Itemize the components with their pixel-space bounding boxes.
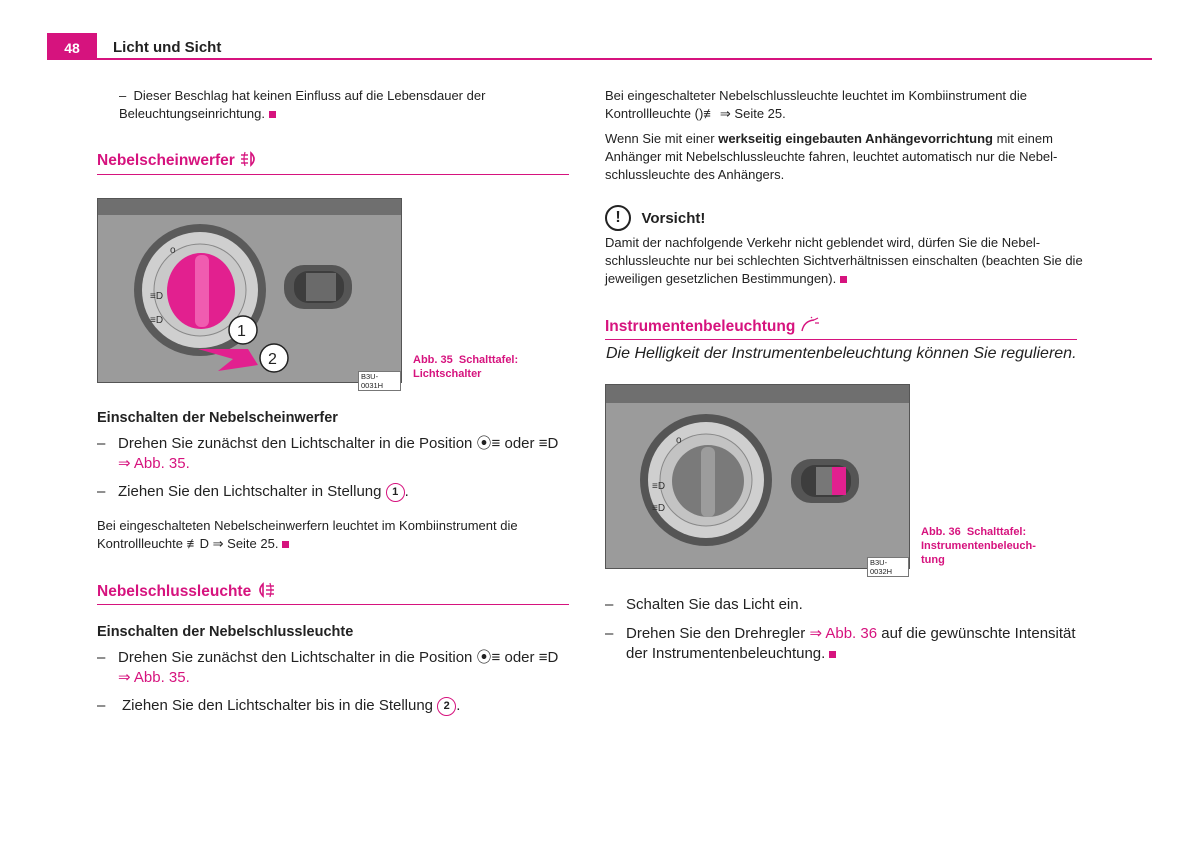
caption-line2: Instrumentenbeleuch-	[921, 540, 1036, 552]
paragraph	[97, 517, 567, 553]
step-text: auf die gewünschte Intensität	[881, 625, 1076, 642]
para-line2: Kontrollleuchte	[97, 536, 183, 551]
para-bold: werkseitig eingebauten Anhängevorrichtung	[718, 131, 993, 146]
step-text: Drehen Sie zunächst den Lichtschalter in die Position	[118, 435, 473, 452]
caption-line3: tung	[921, 554, 945, 566]
para-text: mit einem	[996, 131, 1053, 146]
section-rule	[97, 174, 569, 175]
figure-link[interactable]: ⇒ Abb. 35.	[118, 455, 190, 472]
end-square	[829, 651, 836, 658]
figure-36	[605, 384, 910, 576]
figure-link[interactable]: ⇒ Abb. 36	[809, 625, 878, 642]
chapter-title: Licht und Sicht	[113, 39, 222, 56]
dash: –	[97, 483, 106, 500]
subheading-fog-on: Einschalten der Nebelscheinwerfer	[97, 410, 338, 426]
para-line3: schlussleuchte des Anhängers.	[605, 167, 785, 182]
low-beam-icon: ⦿≡	[476, 435, 501, 452]
page-number: 48	[47, 33, 97, 60]
caution-line2: schlussleuchte nur bei schlechten Sichtverhältnissen einschalten (beachten Sie die	[605, 253, 1083, 268]
figure-code: B3U-0032H	[867, 557, 909, 577]
caution-icon: !	[605, 205, 631, 231]
step-oder: oder	[504, 435, 535, 452]
end-square	[840, 276, 847, 283]
instrument-dimmer-illustration	[606, 385, 909, 568]
callout-1: 1	[237, 323, 246, 340]
caution-line3: jeweiligen gesetzlichen Bestimmungen).	[605, 271, 837, 286]
para-line1: Bei eingeschalteten Nebelscheinwerfern leuchtet im Kombiinstrument die	[97, 518, 518, 533]
caption-line1: Schalttafel:	[966, 526, 1027, 538]
para-text: Wenn Sie mit einer	[605, 131, 715, 146]
dash: –	[97, 697, 106, 714]
section-title-fog-lights	[97, 151, 259, 170]
figure-36-caption	[921, 525, 1036, 567]
svg-text:o: o	[676, 435, 682, 446]
section-title-instrument-lighting	[605, 317, 820, 336]
caution-text	[605, 234, 1085, 288]
caption-number: Abb. 35	[413, 354, 453, 366]
figure-35	[97, 198, 402, 390]
subheading-rear-fog-on: Einschalten der Nebelschlussleuchte	[97, 624, 354, 640]
step-text: Ziehen Sie den Lichtschalter in Stellung	[118, 483, 382, 500]
svg-text:≡D: ≡D	[150, 315, 164, 326]
end-square	[269, 111, 276, 118]
para-line2: Anhänger mit Nebelschlussleuchte fahren, leuchtet automatisch nur die Nebel-	[605, 149, 1058, 164]
section-rule	[605, 339, 1077, 340]
list-item	[97, 434, 567, 476]
dash: –	[119, 88, 127, 103]
svg-text:≡D: ≡D	[652, 503, 666, 514]
headlight-icon: ≡D	[538, 435, 559, 452]
fog-light-icon	[239, 151, 259, 167]
list-item: – Ziehen Sie den Lichtschalter in Stellung 1 .	[97, 483, 409, 500]
intro-line1: Dieser Beschlag hat keinen Einfluss auf die Lebensdauer der	[133, 88, 486, 103]
light-switch-illustration	[98, 199, 401, 382]
step-text: Drehen Sie zunächst den Lichtschalter in die Position	[118, 649, 473, 666]
section-title-text: Nebelscheinwerfer	[97, 152, 235, 169]
caution-title: Vorsicht!	[641, 209, 706, 227]
dash: –	[605, 625, 614, 642]
paragraph	[605, 130, 1085, 184]
figure-code: B3U-0031H	[358, 371, 401, 391]
list-item: – Ziehen Sie den Lichtschalter bis in die Stellung 2 .	[97, 697, 461, 714]
list-item	[605, 595, 1085, 617]
header-rule	[47, 58, 1152, 60]
figure-link[interactable]: ⇒ Abb. 35.	[118, 669, 190, 686]
lead-text: Die Helligkeit der Instrumentenbeleuchtung können Sie regulieren.	[606, 345, 1077, 362]
svg-text:≡D: ≡D	[150, 291, 164, 302]
instrument-lighting-icon	[800, 317, 820, 333]
end-square	[282, 541, 289, 548]
position-1-marker: 1	[386, 483, 405, 502]
section-title-rear-fog	[97, 582, 276, 601]
para-line1: Bei eingeschalteter Nebelschlussleuchte leuchtet im Kombiinstrument die	[605, 88, 1027, 103]
intro-line2: Beleuchtungseinrichtung.	[119, 106, 265, 121]
low-beam-icon: ⦿≡	[476, 649, 501, 666]
caution-heading	[605, 205, 705, 231]
section-title-text: Instrumentenbeleuchtung	[605, 318, 796, 335]
paragraph	[605, 87, 1085, 123]
step-text: Schalten Sie das Licht ein.	[626, 596, 803, 613]
intro-text	[119, 87, 485, 123]
figure-35-caption	[413, 353, 518, 381]
page-reference: ⇒ Seite 25.	[719, 106, 786, 121]
step-oder: oder	[504, 649, 535, 666]
section-title-text: Nebelschlussleuchte	[97, 583, 252, 600]
step-text: der Instrumentenbeleuchtung.	[626, 645, 826, 662]
position-2-marker: 2	[437, 697, 456, 716]
svg-text:o: o	[170, 245, 176, 256]
dash: –	[97, 435, 106, 452]
callout-2: 2	[268, 351, 277, 368]
caution-line1: Damit der nachfolgende Verkehr nicht geblendet wird, dürfen Sie die Nebel-	[605, 235, 1041, 250]
list-item	[97, 648, 567, 690]
rear-fog-light-icon	[256, 582, 276, 598]
dash: –	[97, 649, 106, 666]
page-reference: ⇒ Seite 25.	[212, 536, 279, 551]
caption-number: Abb. 36	[921, 526, 961, 538]
headlight-icon: ≡D	[538, 649, 559, 666]
para-line2: Kontrollleuchte	[605, 106, 691, 121]
dash: –	[605, 596, 614, 613]
section-rule	[97, 604, 569, 605]
step-text: Drehen Sie den Drehregler	[626, 625, 806, 642]
step-text: Ziehen Sie den Lichtschalter bis in die Stellung	[122, 697, 434, 714]
svg-text:≡D: ≡D	[652, 481, 666, 492]
fog-light-icon: ≢D	[186, 536, 210, 551]
list-item	[605, 624, 1085, 666]
caption-line2: Lichtschalter	[413, 368, 482, 380]
caption-line1: Schalttafel:	[458, 354, 519, 366]
rear-fog-light-icon: ()≢	[694, 106, 717, 121]
